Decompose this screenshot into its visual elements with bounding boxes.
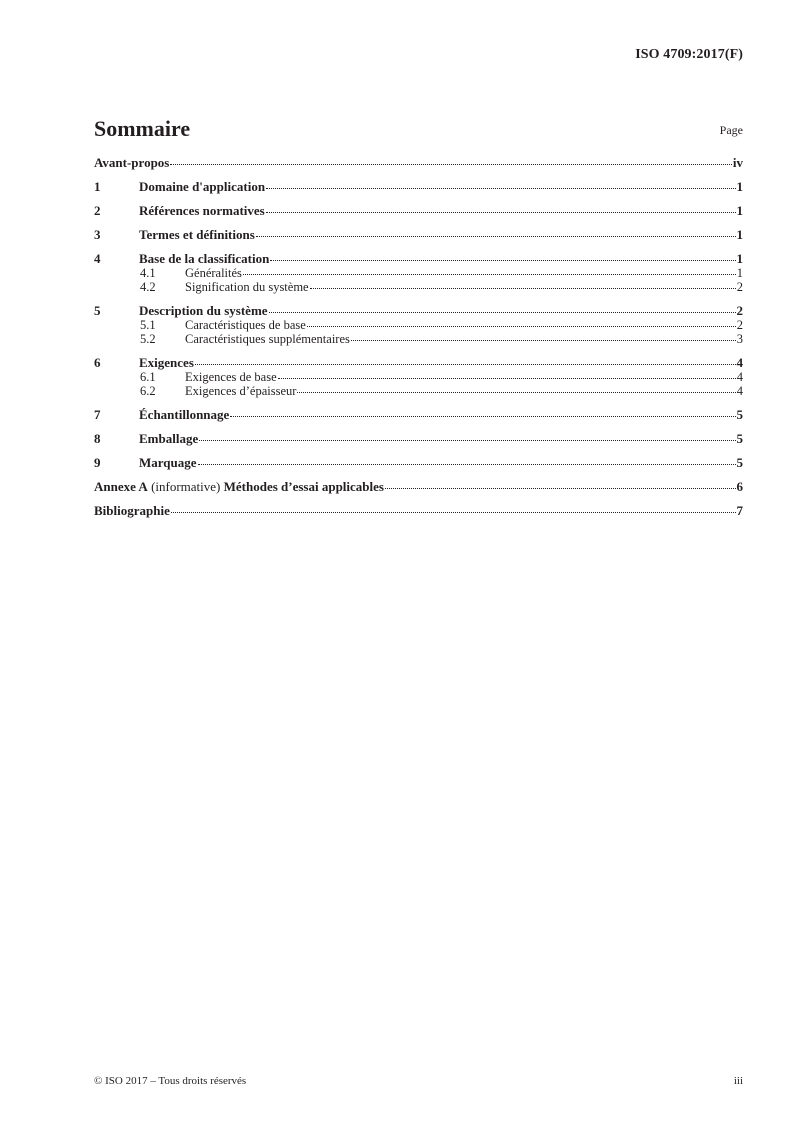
toc-entry[interactable] xyxy=(94,304,743,318)
toc-entry-page: 1 xyxy=(736,227,743,242)
toc-dot-leader xyxy=(351,340,736,341)
toc-entry-page: 1 xyxy=(736,203,743,218)
toc-entry-number: 7 xyxy=(94,407,101,422)
toc-subentry[interactable] xyxy=(94,280,743,294)
toc-entry-page: iv xyxy=(732,155,743,170)
toc-entry-label: Bibliographie xyxy=(94,503,170,518)
toc-entry-label: Domaine d'application xyxy=(139,179,266,194)
footer-page-number: iii xyxy=(733,1075,743,1087)
toc-subentry[interactable] xyxy=(94,384,743,398)
toc-entry-page: 1 xyxy=(736,251,743,266)
toc-entry-page: 6 xyxy=(736,479,743,494)
toc-entry-page: 5 xyxy=(736,431,743,446)
toc-subentry[interactable] xyxy=(94,266,743,280)
toc-dot-leader xyxy=(256,236,736,237)
toc-entry-page: 5 xyxy=(736,455,743,470)
toc-entry[interactable] xyxy=(94,156,743,170)
toc-entry-number: 4.1 xyxy=(140,266,156,280)
toc-entry-label: Caractéristiques supplémentaires xyxy=(185,332,350,346)
toc-dot-leader xyxy=(266,188,735,189)
toc-entry-page: 4 xyxy=(736,355,743,370)
toc-entry-label: Description du système xyxy=(139,303,268,318)
toc-entry[interactable] xyxy=(94,204,743,218)
toc-entry-page: 4 xyxy=(736,384,743,398)
footer-copyright: © ISO 2017 – Tous droits réservés xyxy=(94,1075,247,1087)
toc-entry-label: Exigences de base xyxy=(185,370,277,384)
toc-entry-annex-a[interactable] xyxy=(94,480,743,494)
toc-entry-label: Références normatives xyxy=(139,203,265,218)
toc-dot-leader xyxy=(171,512,736,513)
toc-entry[interactable] xyxy=(94,504,743,518)
toc-entry-number: 6.2 xyxy=(140,384,156,398)
toc-dot-leader xyxy=(307,326,736,327)
annex-status: (informative) xyxy=(147,479,224,494)
toc-dot-leader xyxy=(195,364,736,365)
toc-subentry[interactable] xyxy=(94,332,743,346)
toc-dot-leader xyxy=(297,392,735,393)
toc-entry-page: 3 xyxy=(736,332,743,346)
toc-entry-page: 1 xyxy=(736,179,743,194)
toc-entry-number: 5 xyxy=(94,303,101,318)
page-title: Sommaire xyxy=(94,116,191,141)
toc-dot-leader xyxy=(269,312,736,313)
toc-entry[interactable] xyxy=(94,228,743,242)
toc-entry-label: Marquage xyxy=(139,455,197,470)
toc-entry-label: Échantillonnage xyxy=(139,407,230,422)
toc-entry-number: 8 xyxy=(94,431,101,446)
toc-dot-leader xyxy=(243,274,736,275)
toc-entry[interactable] xyxy=(94,356,743,370)
annex-title: Méthodes d’essai applicables xyxy=(223,479,384,494)
toc-entry-number: 4.2 xyxy=(140,280,156,294)
toc-dot-leader xyxy=(230,416,735,417)
toc-entry-number: 5.1 xyxy=(140,318,156,332)
toc-entry[interactable] xyxy=(94,180,743,194)
table-of-contents xyxy=(94,156,743,518)
page-column-label: Page xyxy=(719,123,743,137)
toc-entry-label xyxy=(94,480,384,494)
toc-entry-number: 5.2 xyxy=(140,332,156,346)
toc-entry-label: Généralités xyxy=(185,266,242,280)
toc-dot-leader xyxy=(270,260,735,261)
toc-dot-leader xyxy=(385,488,736,489)
toc-dot-leader xyxy=(198,464,736,465)
title-row xyxy=(94,112,743,142)
toc-dot-leader xyxy=(199,440,735,441)
toc-entry-page: 2 xyxy=(736,303,743,318)
toc-entry[interactable] xyxy=(94,408,743,422)
toc-entry-label: Termes et définitions xyxy=(139,227,255,242)
toc-entry-page: 1 xyxy=(736,266,743,280)
toc-entry-number: 6 xyxy=(94,355,101,370)
toc-dot-leader xyxy=(278,378,736,379)
toc-entry-page: 2 xyxy=(736,280,743,294)
toc-entry-label: Exigences d’épaisseur xyxy=(185,384,297,398)
toc-entry-number: 2 xyxy=(94,203,101,218)
toc-entry-page: 7 xyxy=(736,503,743,518)
toc-entry-label: Emballage xyxy=(139,431,199,446)
toc-subentry[interactable] xyxy=(94,370,743,384)
toc-entry-label: Exigences xyxy=(139,355,194,370)
toc-entry-label: Signification du système xyxy=(185,280,309,294)
toc-entry[interactable] xyxy=(94,432,743,446)
toc-entry-number: 4 xyxy=(94,251,101,266)
toc-entry-page: 5 xyxy=(736,407,743,422)
toc-entry-label: Base de la classification xyxy=(139,251,270,266)
toc-entry-label: Avant-propos xyxy=(94,155,170,170)
toc-entry-number: 9 xyxy=(94,455,101,470)
toc-entry-number: 6.1 xyxy=(140,370,156,384)
toc-dot-leader xyxy=(310,288,736,289)
toc-entry-label: Caractéristiques de base xyxy=(185,318,306,332)
toc-dot-leader xyxy=(170,164,732,165)
toc-entry-page: 2 xyxy=(736,318,743,332)
toc-entry[interactable] xyxy=(94,252,743,266)
toc-entry-number: 1 xyxy=(94,179,101,194)
toc-entry[interactable] xyxy=(94,456,743,470)
toc-dot-leader xyxy=(266,212,736,213)
toc-entry-number: 3 xyxy=(94,227,101,242)
toc-subentry[interactable] xyxy=(94,318,743,332)
toc-entry-page: 4 xyxy=(736,370,743,384)
document-reference: ISO 4709:2017(F) xyxy=(635,47,743,62)
annex-designation: Annexe A xyxy=(94,479,148,494)
